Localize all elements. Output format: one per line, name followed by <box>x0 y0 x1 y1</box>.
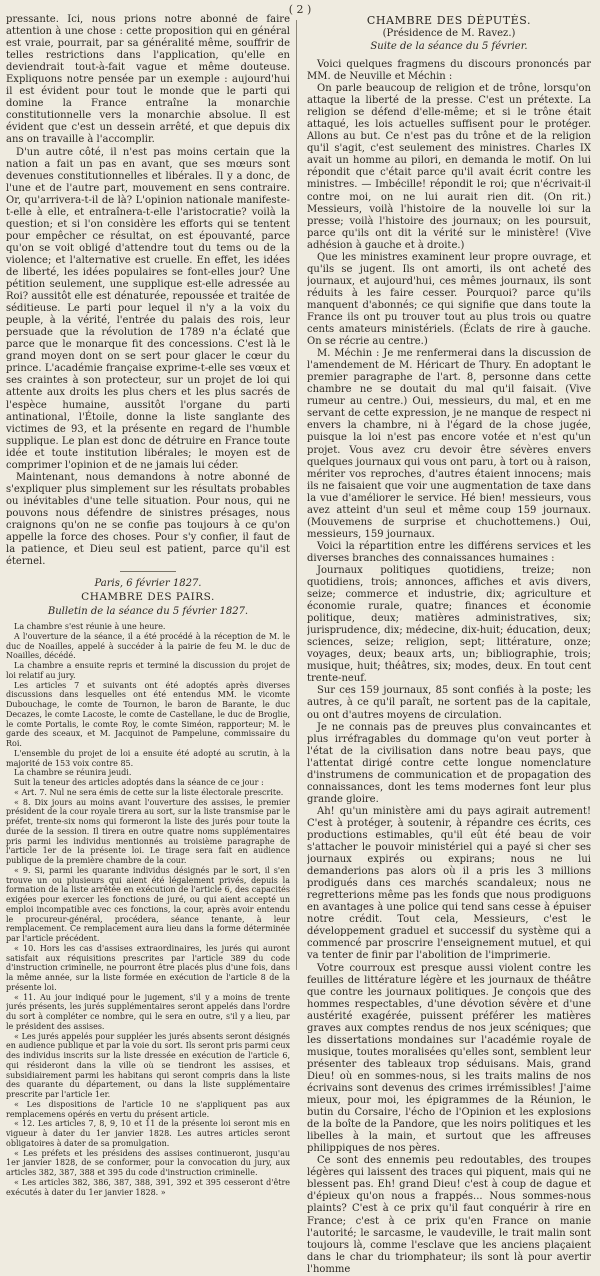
bulletin-subtitle: Bulletin de la séance du 5 février 1827. <box>47 606 249 618</box>
session-report <box>6 622 290 1197</box>
paragraph: D'un autre côté, il n'est pas moins certain que la nation a fait un pas en avant, que ses mœurs sont devenues constitutionnelles et libérales. Il y a donc, de l'une et de l'autre part, mouvement en sens contraire. Or, qu'arrivera-t-il de là? L'opinion nationale manifeste-t-elle à elle, et entraînera-t-elle l'aristocratie? voilà la question; et si l'on considère les efforts qui se tentent pour empêcher ce résultat, on est épouvanté, parce qu'on se voit obligé d'attendre tout du tems ou de la violence; et l'alternative est cruelle. En effet, les idées de liberté, les idées populaires se font-elles jour? Une pétition seulement, une supplique est-elle adressée au Roi? aussitôt elle est dénaturée, repoussée et traitée de séditieuse. Le parti pour lequel il n'y a la voix du peuple, à la vérité, l'entrée du palais des rois, leur persuade que la révolution de 1789 n'a éclaté que parce que le monarque fit des concessions. C'est là le grand moyen dont on se sert pour glacer le cœur du prince. L'académie française exprime-t-elle ses vœux et ses craintes à son protecteur, sur un projet de loi qui attente aux droits les plus chers et les plus sacrés de l'espèce humaine, aussitôt l'organe du parti antinational, l'Étoile, donne la liste sanglante des victimes de 93, et la présente en regard de l'humble supplique. Le plan est donc de détruire en France toute idée et toute institution libérales; le moyen est de comprimer l'opinion et de ne jamais lui céder. <box>6 146 290 471</box>
article-text: « Les dispositions de l'article 10 ne s'appliquent pas aux remplacemens opérés en vertu du présent article. <box>6 1099 290 1119</box>
article-text: « Les préfets et les présidens des assises continueront, jusqu'au 1er janvier 1828, de se conformer, pour la convocation du jury, aux articles 382, 387, 388 et 395 du code d'instruction criminelle. <box>6 1148 290 1178</box>
paragraph: L'ensemble du projet de loi a ensuite été adopté au scrutin, à la majorité de 153 voix contre 85. <box>6 748 290 768</box>
paragraph: pressante. Ici, nous prions notre abonné de faire attention à une chose : cette proposition qui en général est vraie, pourrait, par sa généralité même, souffrir de telles restrictions dans l'application, qu'elle en deviendrait tout-à-fait vague et même douteuse. Expliquons notre pensée par un exemple : aujourd'hui il est évident pour tout le monde que le parti qui domine la France entraîne la monarchie constitutionnelle vers la monarchie absolue. Il est évident que c'est un dessein arrêté, et que depuis dix ans on travaille à l'accomplir. <box>6 14 290 146</box>
right-column <box>307 14 591 1276</box>
article-text: « 9. Si, parmi les quarante individus désignés par le sort, il s'en trouve un ou plusieurs qui aient été légalement privés, depuis la formation de la liste arrêtée en exécution de l'article 6, des capacités exigées pour exercer les fonctions de juré, ou qui aient accepté un emploi incompatible avec ces fonctions, la cour, après avoir entendu le procureur-général, procédera, séance tenante, à leur remplacement. Ce remplacement aura lieu dans la forme déterminée par l'article précédent. <box>6 865 290 944</box>
editorial-text <box>6 14 290 568</box>
article-text: « 10. Hors les cas d'assises extraordinaires, les jurés qui auront satisfait aux réquisitions prescrites par l'article 389 du code d'instruction criminelle, ne pourront être placés plus d'une fois, dans la même année, sur la liste formée en exécution de l'article 8 de la présente loi. <box>6 943 290 992</box>
article-text: « Les jurés appelés pour suppléer les jurés absents seront désignés en audience publique et par la voie du sort. Ils seront pris parmi ceux des individus inscrits sur la liste dressée en exécution de l'article 6, qui résideront dans la ville où se tiendront les assises, et subsidiairement parmi les habitans qui seront compris dans la liste des quarante du département, ou dans la liste supplémentaire prescrite par l'article 1er. <box>6 1031 290 1100</box>
paragraph: M. Méchin : Je me renfermerai dans la discussion de l'amendement de M. Héricart de Thury. En adoptant le premier paragraphe de l'art. 8, personne dans cette chambre ne se doutait du mal qu'il faisait. (Vive rumeur au centre.) Oui, messieurs, du mal, et en me servant de cette expression, je ne manque de respect ni envers la chambre, ni à l'égard de la chose jugée, puisque la loi n'est pas encore votée et n'est qu'un projet. Vous avez cru devoir être sévères envers quelques journaux qui vous ont paru, à tort ou à raison, mériter vos reproches, d'autres étaient innocens; mais ils ne faisaient que voir une augmentation de taxe dans la vue d'améliorer le service. Hé bien! messieurs, vous avez atteint d'un seul et même coup 159 journaux. (Mouvemens de surprise et chuchottemens.) Oui, messieurs, 159 journaux. <box>307 348 591 540</box>
paragraph: Les articles 7 et suivants ont été adoptés après diverses discussions dans lesquelles ont été entendus MM. le vicomte Dubouchage, le comte de Tournon, le baron de Barante, le duc Decazes, le comte Lacoste, le comte de Castellane, le duc de Broglie, le comte Portalis, le comte Roy, le comte Siméon, rapporteur; M. le garde des sceaux, et M. Jacquinot de Pampelune, commissaire du Roi. <box>6 680 290 749</box>
section-title: CHAMBRE DES PAIRS. <box>81 591 215 604</box>
column-divider <box>296 20 297 970</box>
paragraph: La chambre se réunira jeudi. <box>14 768 132 778</box>
paragraph: Que les ministres examinent leur propre ouvrage, et qu'ils se jugent. Ils ont amorti, ils ont acheté des journaux, et aujourd'hui, ces mêmes journaux, ils sont réduits à les faire cesser. Pourquoi? parce qu'ils manquent d'abonnés; ce qui signifie que dans toute la France ils ont pu trouver tout au plus trois ou quatre cents amateurs ministériels. (Éclats de rire à gauche. On se récrie au centre.) <box>307 251 591 348</box>
paragraph: Voici la répartition entre les différens services et les diverses branches des connaissances humaines : <box>307 540 591 564</box>
page-number: ( 2 ) <box>288 3 312 16</box>
paragraph: Votre courroux est presque aussi violent contre les feuilles de littérature légère et les journaux de théâtre que contre les journaux politiques. Je conçois que des hommes respectables, d'une dévotion sévère et d'une austérité exagérée, puissent préférer les matières graves aux comptes rendus de nos jeux scéniques; que les dissertations mondaines sur l'académie royale de musique, toutes moralisées qu'elles sont, semblent leur présenter des tableaux trop séduisans. Mais, grand Dieu! où en sommes-nous, si les traits malins de nos écrivains sont devenus des crimes irrémissibles! J'aime mieux, pour moi, les épigrammes de la Réunion, le butin du Corsaire, l'écho de l'Opinion et les explosions de la boîte de la Pandore, que les noirs politiques et les libelles à la main, et surtout que les affreuses philippiques de nos pères. <box>307 962 591 1155</box>
paragraph: Ce sont des ennemis peu redoutables, des troupes légères qui laissent des traces qui piquent, mais qui ne blessent pas. Eh! grand Dieu! c'est à coup de dague et d'épieux qu'on nous a frappés... Nous sommes-nous plaints? C'est à ce prix qu'il faut conquérir à rire en France; c'est à ce prix qu'en France on manie l'autorité; le sarcasme, le vaudeville, le trait malin sont toujours là, comme l'esclave que les anciens plaçaient dans le char du triomphateur; ils sont là pour avertir l'homme <box>307 1155 591 1275</box>
deputies-report <box>307 59 591 1276</box>
paragraph: La chambre a ensuite repris et terminé la discussion du projet de loi relatif au jury. <box>6 661 290 680</box>
paragraph: Maintenant, nous demandons à notre abonné de s'expliquer plus simplement sur les résultats probables ou inévitables d'une telle situation. Pour nous, qui ne pouvons nous défendre de sinistres présages, nous craignons qu'on ne se confie pas toujours à ce qu'on appelle la force des choses. Pour s'y confier, il faut de la patience, et Dieu seul est patient, parce qu'il est éternel. <box>6 471 290 568</box>
dateline: Paris, 6 février 1827. <box>94 578 202 590</box>
paragraph: A l'ouverture de la séance, il a été procédé à la réception de M. le duc de Noailles, appelé à succéder à la pairie de feu M. le duc de Noailles, décédé. <box>6 631 290 661</box>
paragraph: La chambre s'est réunie à une heure. <box>14 622 166 632</box>
paragraph: Suit la teneur des articles adoptés dans la séance de ce jour : <box>14 778 264 788</box>
paragraph: Sur ces 159 journaux, 85 sont confiés à la poste; les autres, à ce qu'il paraît, ne sortent pas de la capitale, ou ont d'autres moyens de circulation. <box>307 685 591 721</box>
article-text: « 12. Les articles 7, 8, 9, 10 et 11 de la présente loi seront mis en vigueur à dater du 1er janvier 1828. Les autres articles seront obligatoires à dater de sa promulgation. <box>6 1119 290 1148</box>
paragraph: On parle beaucoup de religion et de trône, lorsqu'on attaque la liberté de la presse. C'est un prétexte. La religion se défend d'elle-même; et si le trône était attaqué, les lois actuelles suffisent pour le protéger. Allons au but. Ce n'est pas du trône et de la religion qu'il s'agit, c'est seulement des ministres. Charles IX avait un homme au pilori, en demanda le motif. On lui répondit que c'était parce qu'il avait écrit contre les ministres. — Imbécille! répondit le roi; que n'écrivait-il contre moi, on ne lui aurait rien dit. (On rit.) Messieurs, voilà l'histoire de la nouvelle loi sur la presse; voilà l'histoire des journaux; on les poursuit, parce qu'ils ont dit la vérité sur le ministère! (Vive adhésion à gauche et à droite.) <box>307 83 591 251</box>
paragraph: Je ne connais pas de preuves plus convaincantes et plus irréfragables du dommage qu'on veut porter à l'état de la civilisation dans notre beau pays, que l'attentat dirigé contre cette longue nomenclature d'instrumens de communication et de propagation des connaissances, dont les tems modernes font leur plus grande gloire. <box>307 721 591 805</box>
paragraph: Ah! qu'un ministère ami du pays agirait autrement! C'est à protéger, à soutenir, à répandre ces écrits, ces productions estimables, qu'il eût été beau de voir s'attacher le pouvoir ministériel qui a payé si cher ses journaux expirés ou expirans; nous ne lui demanderions pas alors où il a pris les 3 millions prodigués dans ces marchés scandaleux; nous ne regretterions même pas les fonds que nous prodiguons en avantages à une police qui tend sans cesse à épuiser notre crédit. Tout cela, Messieurs, c'est le développement graduel et successif du système qui a commencé par proscrire l'enseignement mutuel, et qui va tenter de finir par l'abolition de l'imprimerie. <box>307 805 591 962</box>
paragraph: Journaux politiques quotidiens, treize; non quotidiens, trois; annonces, affiches et avis divers, seize; commerce et industrie, dix; agriculture et économie rurale, quatre; finances et économie politique, deux; matières administratives, six; jurisprudence, dix; médecine, dix-huit; éducation, deux; sciences, seize; religion, sept; littérature, onze; voyages, deux; beaux arts, un; bibliographie, trois; musique, huit; théâtres, six; modes, deux. En tout cent trente-neuf. <box>307 564 591 685</box>
presidency-line: (Présidence de M. Ravez.) <box>382 28 516 39</box>
article-text: « 11. Au jour indiqué pour le jugement, s'il y a moins de trente jurés présents, les jurés supplémentaires seront appelés dans l'ordre du sort à compléter ce nombre, qui le sera en outre, s'il y a lieu, par le président des assises. <box>6 992 290 1031</box>
left-column <box>6 14 290 1197</box>
paragraph: Voici quelques fragmens du discours prononcés par MM. de Neuville et Méchin : <box>307 59 591 83</box>
article-text: « Art. 7. Nul ne sera émis de cette sur la liste électorale prescrite. <box>14 787 284 797</box>
session-subtitle: Suite de la séance du 5 février. <box>370 41 528 52</box>
section-title: CHAMBRE DES DÉPUTÉS. <box>366 14 532 27</box>
article-text: « 8. Dix jours au moins avant l'ouverture des assises, le premier président de la cour royale tirera au sort, sur la liste transmise par le préfet, trente-six noms qui formeront la liste des jurés pour toute la durée de la session. Il tirera en outre quatre noms supplémentaires pris parmi les individus mentionnés au troisième paragraphe de l'article 1er de la présente loi. Le tirage sera fait en audience publique de la première chambre de la cour. <box>6 797 290 866</box>
separator-rule <box>120 571 176 572</box>
article-text: « Les articles 382, 386, 387, 388, 391, 392 et 395 cesseront d'être exécutés à dater du 1er janvier 1828. » <box>6 1177 290 1197</box>
